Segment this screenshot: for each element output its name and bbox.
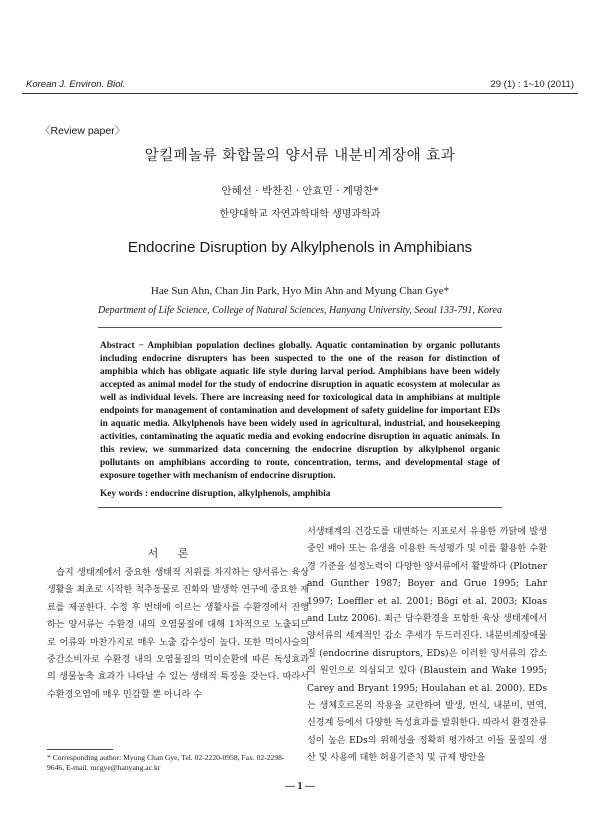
body-column-right [307,524,547,768]
korean-authors: 안혜선 · 박찬진 · 안효민 · 계명찬* [221,185,379,197]
korean-title: 알킬페놀류 화합물의 양서류 내분비계장애 효과 [144,148,456,164]
abstract-top-rule [98,327,502,328]
review-type-label: 〈Review paper〉 [40,125,126,137]
english-affiliation: Department of Life Science, College of Natural Sciences, Hanyang University, Seoul 133-791, Korea [98,305,502,316]
running-header [22,79,578,94]
page-number: — 1 — [285,781,315,792]
korean-affiliation: 한양대학교 자연과학대학 생명과학과 [219,209,381,220]
english-authors: Hae Sun Ahn, Chan Jin Park, Hyo Min Ahn and Myung Chan Gye* [150,285,450,297]
section-heading-introduction: 서 론 [147,547,197,560]
keywords: Key words : endocrine disruption, alkylphenols, amphibia [100,489,331,499]
corresponding-author-footnote: * Corresponding author: Myung Chan Gye, Tel. 02-2220-0958, Fax. 02-2298-9646, E-mail. mcgye@hanyang.ac.kr [47,753,285,772]
body-column-left [47,565,309,704]
journal-name: Korean J. Environ. Biol. [26,79,126,90]
footnote-rule [47,749,113,750]
abstract-bottom-rule [98,507,502,508]
english-title: Endocrine Disruption by Alkylphenols in Amphibians [127,239,473,256]
abstract: Abstract − Amphibian population declines globally. Aquatic contamination by organic pollutants including endocrine disrupters has been suspected to the one of the reason for distinction of amphibia which has obligate aquatic life style during larval period. Amphibians have been widely accepted as animal model for the study of endocrine disruption in aquatic ecosystem at molecular as well as individual levels. There are increasing need for toxicological data in amphibians at multiple endpoints for management of contamination and development of safety guideline for important EDs in aquatic media. Alkylphenols have been widely used in agricultural, industrial, and housekeeping activities, contaminating the aquatic media and evoking endocrine disruption in aquatic animals. In this review, we summarized data concerning the endocrine disruption by alkylphenol organic pollutants on amphibians according to route, concentration, terms, and developmental stage of exposure together with mechanism of endocrine disruption. [100,341,500,481]
intro-paragraph-continued: 서생태계의 건강도를 대변하는 지표로서 유용한 까닭에 발생 중인 배아 또는 유생을 이용한 독성평가 및 이를 활용한 수환경 기준을 설정노력이 다양한 양서류에서 활발하다 (Plotner and Gunther 1987; Boyer and Grue 1995; Lahr 1997; Loeffler et al. 2001; Bögi et al. 2003; Kloas and Lutz 2006). 최근 담수환경을 포함한 육상 생태계에서 양서류의 세계적인 감소 추세가 두드러진다. 내분비계장애물질 (endocrine disruptors, EDs)은 이러한 양서류의 감소의 원인으로 의심되고 있다 (Blaustein and Wake 1995; Carey and Bryant 1995; Houlahan et al. 2000). EDs는 생체호르몬의 작용을 교란하여 발생, 번식, 내분비, 면역, 신경계 등에서 다양한 독성효과를 발휘한다. 따라서 환경잔류성이 높은 EDs의 위해성을 정확히 평가하고 이들 물질의 생산 및 사용에 대한 허용기준치 및 규제 방안을 [307,527,547,764]
intro-paragraph: 습지 생태계에서 중요한 생태적 지위를 차지하는 양서류는 육상생활을 최초로 시작한 척추동물로 진화와 발생학 연구에 중요한 재료를 제공한다. 수정 후 번태에 이르는 생활사를 수환경에서 진행하는 양서류는 수환경 내의 오염물질에 대해 1차적으로 노출되므로 어류와 마찬가지로 매우 노출 감수성이 높다. 또한 먹이사슬의 중간소비자로 수환경 내의 오염물질의 먹이순환에 따른 독성효과의 생물농축 효과가 나타날 수 있는 생태적 특징을 갖는다. 따라서 수환경오염에 매우 민감할 뿐 아니라 수 [47,568,309,700]
volume-info: 29 (1) : 1~10 (2011) [490,79,574,90]
